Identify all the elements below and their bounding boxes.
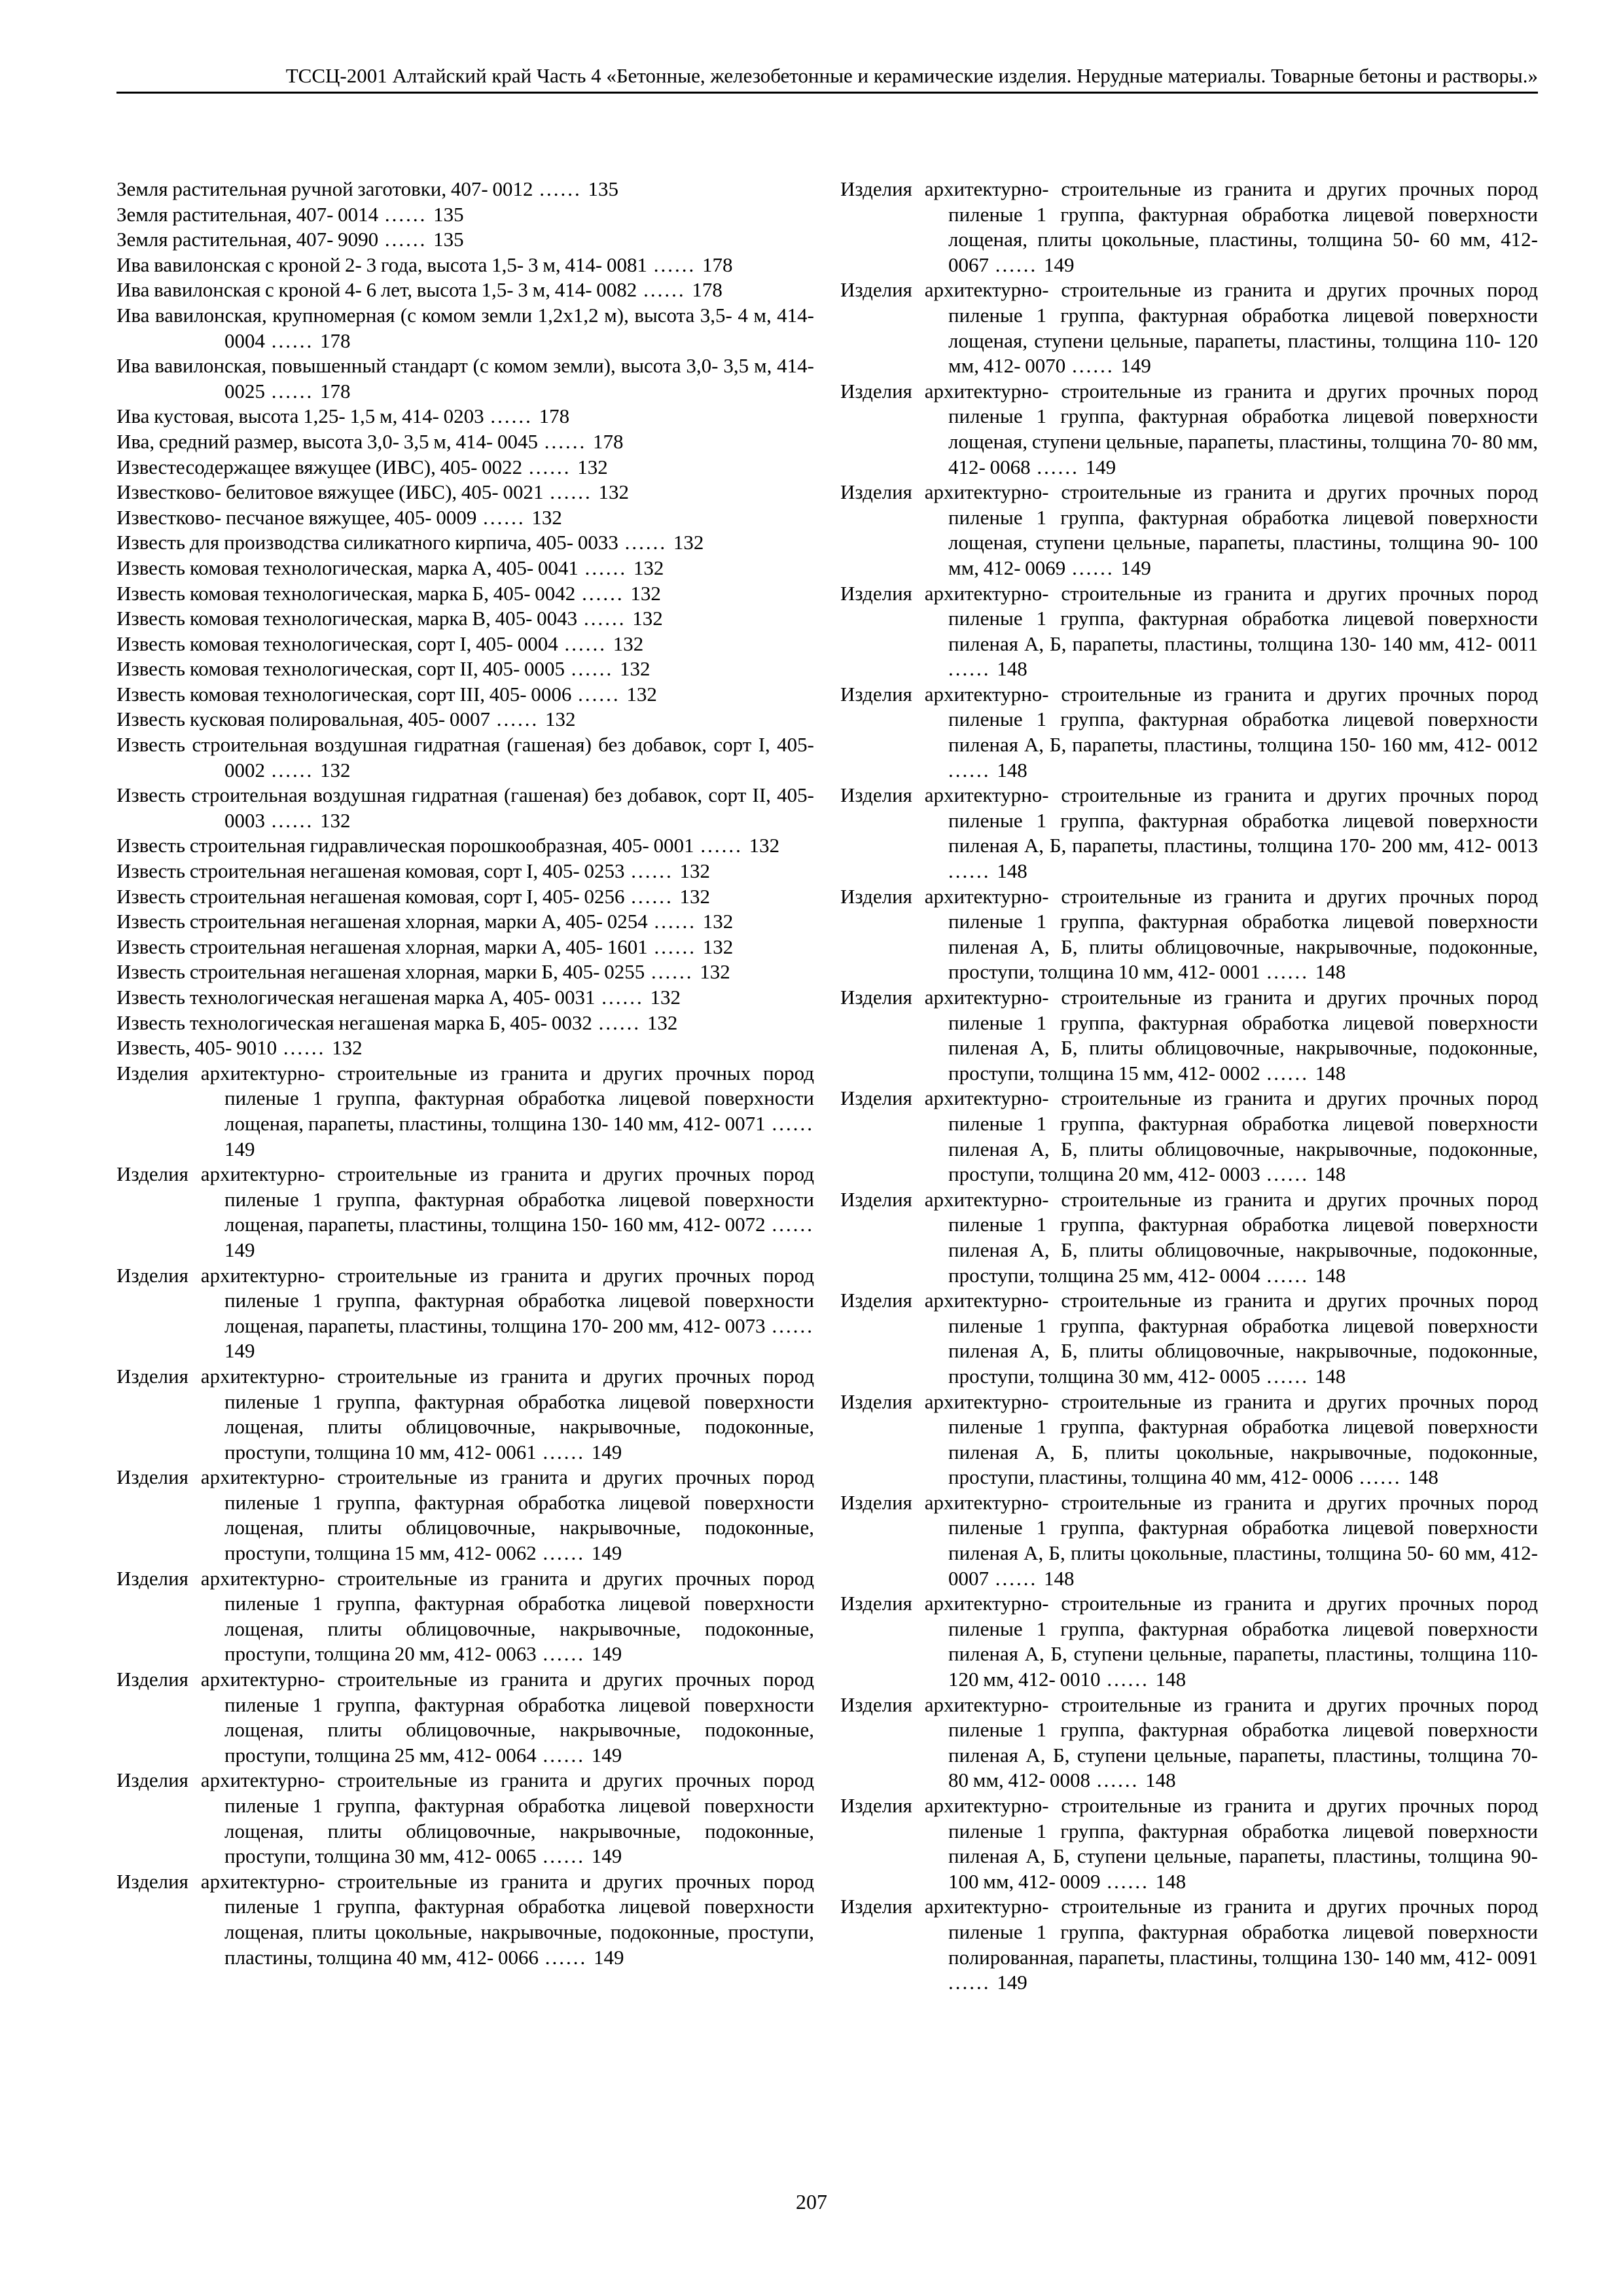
dot-leader: ...... (647, 910, 703, 933)
index-entry-text: Известь комовая технологическая, сорт III, 405- 0006 (116, 682, 572, 706)
index-entry (116, 960, 814, 985)
index-entry-page: 132 (620, 657, 651, 681)
index-entry-text: Изделия архитектурно- строительные из гранита и других прочных пород пиленые 1 группа, фактурная обработка лицевой поверхности пиленая А, Б, парапеты, пластины, толщина 170- 200 мм, 412- 0013 (840, 783, 1538, 857)
index-entry (116, 1465, 814, 1566)
dot-leader: ...... (1065, 556, 1121, 579)
index-entry (116, 480, 814, 505)
index-entry-page: 149 (1044, 253, 1075, 276)
index-entry (116, 682, 814, 708)
index-entry-text: Изделия архитектурно- строительные из гранита и других прочных пород пиленые 1 группа, фактурная обработка лицевой поверхности пиленая А, Б, ступени цельные, парапеты, пластины, толщина 70- 80 мм, 412- 0008 (840, 1693, 1538, 1792)
dot-leader: ...... (476, 505, 532, 529)
dot-leader: ...... (536, 1440, 592, 1463)
index-entry-text: Известь комовая технологическая, сорт I, 405- 0004 (116, 632, 558, 655)
index-entry (840, 1490, 1538, 1591)
dot-leader: ...... (265, 758, 320, 781)
running-header-title: ТССЦ-2001 Алтайский край Часть 4 «Бетонные, железобетонные и керамические изделия. Нерудные материалы. Товарные бетоны и растворы.» (285, 64, 1538, 87)
index-entry-text: Изделия архитектурно- строительные из гранита и других прочных пород пиленые 1 группа, фактурная обработка лицевой поверхности лощеная, плиты облицовочные, накрывочные, подоконные, проступи, толщина 15 мм, 412- 0062 (116, 1465, 814, 1565)
index-entry (116, 404, 814, 429)
index-entry (840, 1187, 1538, 1288)
index-entry-text: Известь комовая технологическая, сорт II, 405- 0005 (116, 657, 565, 681)
index-entry-text: Известь, 405- 9010 (116, 1036, 277, 1060)
index-entry-page: 149 (1120, 354, 1151, 378)
index-entry (840, 1793, 1538, 1894)
index-entry-text: Изделия архитектурно- строительные из гранита и других прочных пород пиленые 1 группа, фактурная обработка лицевой поверхности пиленая А, Б, плиты цокольные, пластины, толщина 50- 60 мм, 412- 0007 (840, 1490, 1538, 1590)
index-entry-text: Ива кустовая, высота 1,25- 1,5 м, 414- 0203 (116, 404, 484, 428)
dot-leader: ...... (1260, 1263, 1315, 1287)
index-entry-page: 148 (1408, 1465, 1438, 1489)
index-entry-text: Изделия архитектурно- строительные из гранита и других прочных пород пиленые 1 группа, фактурная обработка лицевой поверхности пиленая А, Б, плиты облицовочные, накрывочные, подоконные, проступи, толщина 25 мм, 412- 0004 (840, 1187, 1538, 1287)
index-entry-page: 149 (591, 1743, 622, 1767)
dot-leader: ...... (578, 556, 633, 579)
index-entry (116, 556, 814, 581)
dot-leader: ...... (538, 1945, 594, 1969)
index-entry (840, 1288, 1538, 1389)
index-entry (840, 985, 1538, 1086)
index-entry-page: 148 (1315, 1061, 1346, 1085)
dot-leader: ...... (647, 935, 703, 958)
index-entry (840, 1591, 1538, 1692)
dot-leader: ...... (1100, 1668, 1156, 1691)
dot-leader: ...... (948, 657, 997, 681)
index-entry-page: 148 (1155, 1668, 1186, 1691)
index-entry-text: Известково- песчаное вяжущее, 405- 0009 (116, 505, 477, 529)
index-entry-text: Известь технологическая негашеная марка Б, 405- 0032 (116, 1011, 592, 1034)
index-entry-text: Изделия архитектурно- строительные из гранита и других прочных пород пиленые 1 группа, фактурная обработка лицевой поверхности лощеная, плиты облицовочные, накрывочные, подоконные, проступи, толщина 10 мм, 412- 0061 (116, 1364, 814, 1463)
index-entry-page: 178 (320, 379, 351, 403)
index-column-right (840, 177, 1538, 1996)
index-entry (116, 1263, 814, 1364)
index-entry-page: 149 (1085, 455, 1116, 478)
index-entry-page: 135 (433, 202, 464, 226)
index-entry (116, 530, 814, 556)
index-entry (116, 429, 814, 455)
index-entry (116, 707, 814, 732)
dot-leader: ...... (1260, 1162, 1315, 1186)
index-entry-text: Изделия архитектурно- строительные из гранита и других прочных пород пиленые 1 группа, фактурная обработка лицевой поверхности пиленая А, Б, плиты облицовочные, накрывочные, подоконные, проступи, толщина 20 мм, 412- 0003 (840, 1086, 1538, 1186)
index-entry-page: 132 (633, 556, 664, 579)
index-entry-page: 148 (1315, 1364, 1346, 1388)
index-entry (116, 1364, 814, 1465)
index-entry-page: 132 (332, 1036, 363, 1060)
index-column-left (116, 177, 814, 1970)
index-entry-page: 132 (632, 607, 663, 630)
index-entry (116, 177, 814, 202)
index-entry-page: 132 (598, 480, 629, 504)
index-entry-page: 132 (702, 910, 734, 933)
index-entry-text: Изделия архитектурно- строительные из гранита и других прочных пород пиленые 1 группа, фактурная обработка лицевой поверхности пиленая А, Б, плиты облицовочные, накрывочные, подоконные, проступи, толщина 30 мм, 412- 0005 (840, 1289, 1538, 1388)
dot-leader: ...... (265, 379, 320, 403)
index-entry (840, 682, 1538, 783)
index-entry-page: 148 (997, 859, 1027, 883)
dot-leader: ...... (536, 1642, 592, 1666)
index-entry (840, 379, 1538, 480)
index-entry-page: 149 (224, 1137, 255, 1160)
index-entry (116, 227, 814, 253)
dot-leader: ...... (378, 202, 434, 226)
dot-leader: ...... (1090, 1768, 1146, 1792)
dot-leader: ...... (490, 708, 545, 731)
dot-leader: ...... (647, 253, 702, 276)
index-entry-text: Известь комовая технологическая, марка Б, 405- 0042 (116, 581, 576, 605)
index-entry-page: 149 (591, 1440, 622, 1463)
dot-leader: ...... (1260, 1364, 1315, 1388)
index-entry-text: Изделия архитектурно- строительные из гранита и других прочных пород пиленые 1 группа, фактурная обработка лицевой поверхности лощеная, ступени цельные, парапеты, пластины, толщина 90- 100 мм, 412- 0069 (840, 480, 1538, 579)
index-entry (116, 935, 814, 960)
index-entry (116, 606, 814, 632)
index-entry (116, 1061, 814, 1162)
index-entry (116, 353, 814, 404)
index-entry-page: 149 (591, 1642, 622, 1666)
index-entry-text: Ива вавилонская с кроной 2- 3 года, высота 1,5- 3 м, 414- 0081 (116, 253, 647, 276)
index-entry-page: 148 (1315, 1263, 1346, 1287)
index-entry-text: Изделия архитектурно- строительные из гранита и других прочных пород пиленые 1 группа, фактурная обработка лицевой поверхности лощеная, плиты облицовочные, накрывочные, подоконные, проступи, толщина 30 мм, 412- 0065 (116, 1768, 814, 1868)
index-entry-page: 132 (647, 1011, 678, 1034)
index-entry-page: 149 (997, 1971, 1027, 1994)
index-entry-page: 132 (613, 632, 644, 655)
index-entry (116, 1035, 814, 1061)
index-entry (116, 632, 814, 657)
index-entry-text: Изделия архитектурно- строительные из гранита и других прочных пород пиленые 1 группа, фактурная обработка лицевой поверхности пиленая А, Б, плиты облицовочные, накрывочные, подоконные, проступи, толщина 15 мм, 412- 0002 (840, 986, 1538, 1085)
index-entry-text: Изделия архитектурно- строительные из гранита и других прочных пород пиленые 1 группа, фактурная обработка лицевой поверхности пиленая А, Б, ступени цельные, парапеты, пластины, толщина 90- 100 мм, 412- 0009 (840, 1794, 1538, 1893)
dot-leader: ...... (1030, 455, 1086, 478)
index-entry-text: Известь кусковая полировальная, 405- 0007 (116, 708, 490, 731)
index-entry-text: Известь строительная негашеная комовая, сорт I, 405- 0256 (116, 884, 625, 908)
dot-leader: ...... (277, 1036, 332, 1060)
index-entry-page: 178 (692, 278, 722, 302)
index-entry-text: Ива, средний размер, высота 3,0- 3,5 м, 414- 0045 (116, 429, 538, 453)
index-entry-text: Известесодержащее вяжущее (ИВС), 405- 0022 (116, 455, 523, 478)
index-entry-page: 178 (702, 253, 733, 276)
index-entry-page: 132 (673, 531, 704, 554)
index-entry (840, 1086, 1538, 1187)
index-entry-page: 132 (650, 986, 681, 1009)
index-entry (116, 732, 814, 783)
index-entry (116, 253, 814, 278)
index-entry-page: 132 (749, 834, 780, 857)
dot-leader: ...... (765, 1213, 815, 1236)
dot-leader: ...... (536, 1743, 592, 1767)
index-entry-text: Изделия архитектурно- строительные из гранита и других прочных пород пиленые 1 группа, фактурная обработка лицевой поверхности лощеная, парапеты, пластины, толщина 130- 140 мм, 412- 0071 (116, 1061, 814, 1135)
index-entry (840, 884, 1538, 985)
index-entry (840, 1693, 1538, 1793)
index-entry-page: 132 (320, 758, 351, 781)
index-entry-text: Изделия архитектурно- строительные из гранита и других прочных пород пиленые 1 группа, фактурная обработка лицевой поверхности лощеная, ступени цельные, парапеты, пластины, толщина 70- 80 мм, 412- 0068 (840, 379, 1538, 478)
index-entry-text: Известь строительная негашеная хлорная, марки А, 405- 1601 (116, 935, 648, 958)
index-entry-text: Известь комовая технологическая, марка В, 405- 0043 (116, 607, 578, 630)
index-entry-page: 132 (702, 935, 734, 958)
index-entry (840, 1390, 1538, 1490)
dot-leader: ...... (484, 404, 539, 428)
index-entry-text: Земля растительная ручной заготовки, 407- 0012 (116, 177, 533, 200)
index-entry-text: Изделия архитектурно- строительные из гранита и других прочных пород пиленые 1 группа, фактурная обработка лицевой поверхности полированная, парапеты, пластины, толщина 130- 140 мм, 412- 0091 (840, 1895, 1538, 1969)
dot-leader: ...... (571, 682, 627, 706)
dot-leader: ...... (265, 808, 320, 832)
index-entry-page: 132 (679, 884, 710, 908)
dot-leader: ...... (1260, 1061, 1315, 1085)
index-entry (116, 278, 814, 303)
index-entry (116, 985, 814, 1011)
dot-leader: ...... (1260, 960, 1315, 984)
index-entry (116, 303, 814, 353)
index-entry (116, 1011, 814, 1036)
index-entry (116, 1667, 814, 1768)
index-entry-text: Известь строительная негашеная хлорная, марки А, 405- 0254 (116, 910, 648, 933)
dot-leader: ...... (948, 1971, 997, 1994)
index-entry-page: 149 (224, 1339, 255, 1363)
page-number: 207 (796, 2190, 827, 2214)
dot-leader: ...... (645, 960, 700, 984)
index-entry-page: 149 (224, 1238, 255, 1261)
index-entry-page: 149 (593, 1945, 624, 1969)
index-entry-text: Земля растительная, 407- 0014 (116, 202, 379, 226)
index-entry-page: 132 (531, 505, 562, 529)
index-entry-page: 148 (997, 758, 1027, 781)
index-entry (116, 1162, 814, 1263)
index-entry-page: 178 (592, 429, 624, 453)
index-entry-page: 148 (1315, 1162, 1346, 1186)
index-entry-page: 132 (626, 682, 657, 706)
index-entry (840, 177, 1538, 278)
index-entry-page: 178 (539, 404, 570, 428)
index-entry-page: 132 (630, 581, 661, 605)
index-entry-text: Изделия архитектурно- строительные из гранита и других прочных пород пиленые 1 группа, фактурная обработка лицевой поверхности лощеная, плиты цокольные, пластины, толщина 50- 60 мм, 412- 0067 (840, 177, 1538, 276)
index-entry (840, 480, 1538, 581)
dot-leader: ...... (592, 1011, 647, 1034)
index-entry-text: Изделия архитектурно- строительные из гранита и других прочных пород пиленые 1 группа, фактурная обработка лицевой поверхности лощеная, плиты облицовочные, накрывочные, подоконные, проступи, толщина 25 мм, 412- 0064 (116, 1668, 814, 1767)
index-entry (840, 1894, 1538, 1995)
index-entry-page: 132 (700, 960, 730, 984)
dot-leader: ...... (948, 859, 997, 883)
index-entry-page: 148 (1155, 1869, 1186, 1893)
index-entry-text: Ива вавилонская, повышенный стандарт (с комом земли), высота 3,0- 3,5 м, 414- 0025 (116, 354, 814, 403)
index-entry-text: Известь строительная гидравлическая порошкообразная, 405- 0001 (116, 834, 694, 857)
index-entry-text: Земля растительная, 407- 9090 (116, 228, 379, 251)
dot-leader: ...... (624, 859, 680, 883)
index-entry-text: Известь строительная воздушная гидратная (гашеная) без добавок, сорт II, 405- 0003 (116, 783, 814, 832)
index-entry (116, 859, 814, 884)
index-entry (116, 783, 814, 833)
index-entry-text: Известь технологическая негашеная марка А, 405- 0031 (116, 986, 596, 1009)
dot-leader: ...... (575, 581, 631, 605)
index-entry-page: 132 (544, 708, 576, 731)
dot-leader: ...... (618, 531, 673, 554)
dot-leader: ...... (948, 758, 997, 781)
dot-leader: ...... (537, 429, 593, 453)
dot-leader: ...... (522, 455, 578, 478)
index-entry-page: 148 (997, 657, 1027, 681)
dot-leader: ...... (624, 884, 680, 908)
dot-leader: ...... (536, 1844, 592, 1868)
dot-leader: ...... (536, 1541, 592, 1565)
index-entry-text: Известково- белитовое вяжущее (ИБС), 405- 0021 (116, 480, 544, 504)
index-entry (840, 278, 1538, 378)
dot-leader: ...... (1065, 354, 1121, 378)
index-entry-text: Изделия архитектурно- строительные из гранита и других прочных пород пиленые 1 группа, фактурная обработка лицевой поверхности лощеная, плиты облицовочные, накрывочные, подоконные, проступи, толщина 20 мм, 412- 0063 (116, 1566, 814, 1666)
index-entry-page: 148 (1315, 960, 1346, 984)
index-entry-page: 135 (433, 228, 464, 251)
index-entry-text: Изделия архитектурно- строительные из гранита и других прочных пород пиленые 1 группа, фактурная обработка лицевой поверхности лощеная, парапеты, пластины, толщина 150- 160 мм, 412- 0072 (116, 1162, 814, 1236)
index-entry-page: 132 (679, 859, 710, 883)
index-entry-page: 148 (1145, 1768, 1176, 1792)
dot-leader: ...... (265, 329, 320, 352)
index-entry-text: Известь строительная негашеная хлорная, марки Б, 405- 0255 (116, 960, 645, 984)
index-entry (840, 783, 1538, 884)
index-entry (116, 833, 814, 859)
index-entry-text: Известь комовая технологическая, марка А, 405- 0041 (116, 556, 579, 579)
index-entry-page: 149 (1120, 556, 1151, 579)
dot-leader: ...... (543, 480, 599, 504)
index-entry-page: 149 (591, 1541, 622, 1565)
index-entry-text: Изделия архитектурно- строительные из гранита и других прочных пород пиленые 1 группа, фактурная обработка лицевой поверхности лощеная, парапеты, пластины, толщина 170- 200 мм, 412- 0073 (116, 1263, 814, 1337)
dot-leader: ...... (577, 607, 633, 630)
dot-leader: ...... (1100, 1869, 1156, 1893)
dot-leader: ...... (595, 986, 651, 1009)
index-entry-page: 132 (577, 455, 608, 478)
index-entry (116, 505, 814, 531)
dot-leader: ...... (1353, 1465, 1408, 1489)
index-entry-page: 132 (320, 808, 351, 832)
index-entry-text: Ива вавилонская, крупномерная (с комом земли 1,2х1,2 м), высота 3,5- 4 м, 414- 0004 (116, 303, 814, 352)
dot-leader: ...... (989, 1566, 1044, 1590)
index-entry-text: Ива вавилонская с кроной 4- 6 лет, высота 1,5- 3 м, 414- 0082 (116, 278, 637, 302)
index-entry-text: Изделия архитектурно- строительные из гранита и других прочных пород пиленые 1 группа, фактурная обработка лицевой поверхности пиленая А, Б, ступени цельные, парапеты, пластины, толщина 110- 120 мм, 412- 0010 (840, 1592, 1538, 1691)
dot-leader: ...... (565, 657, 620, 681)
dot-leader: ...... (637, 278, 692, 302)
dot-leader: ...... (378, 228, 434, 251)
index-entry-page: 135 (588, 177, 618, 200)
index-entry (116, 455, 814, 480)
index-entry (116, 1869, 814, 1970)
index-entry-text: Изделия архитектурно- строительные из гранита и других прочных пород пиленые 1 группа, фактурная обработка лицевой поверхности лощеная, плиты цокольные, накрывочные, подоконные, проступи, пластины, толщина 40 мм, 412- 0066 (116, 1869, 814, 1969)
index-entry-text: Изделия архитектурно- строительные из гранита и других прочных пород пиленые 1 группа, фактурная обработка лицевой поверхности лощеная, ступени цельные, парапеты, пластины, толщина 110- 120 мм, 412- 0070 (840, 278, 1538, 378)
index-entry-text: Известь строительная воздушная гидратная (гашеная) без добавок, сорт I, 405- 0002 (116, 733, 814, 781)
index-entry-text: Изделия архитектурно- строительные из гранита и других прочных пород пиленые 1 группа, фактурная обработка лицевой поверхности пиленая А, Б, парапеты, пластины, толщина 150- 160 мм, 412- 0012 (840, 682, 1538, 757)
index-entry-page: 178 (320, 329, 351, 352)
index-entry (840, 581, 1538, 682)
dot-leader: ...... (765, 1314, 815, 1337)
index-entry-text: Известь для производства силикатного кирпича, 405- 0033 (116, 531, 618, 554)
index-entry-page: 148 (1044, 1566, 1075, 1590)
index-entry-text: Изделия архитектурно- строительные из гранита и других прочных пород пиленые 1 группа, фактурная обработка лицевой поверхности пиленая А, Б, плиты облицовочные, накрывочные, подоконные, проступи, толщина 10 мм, 412- 0001 (840, 884, 1538, 984)
dot-leader: ...... (533, 177, 588, 200)
running-header (116, 64, 1538, 94)
dot-leader: ...... (694, 834, 749, 857)
index-entry (116, 909, 814, 935)
index-entry (116, 656, 814, 682)
index-entry-page: 149 (591, 1844, 622, 1868)
dot-leader: ...... (989, 253, 1044, 276)
index-entry (116, 884, 814, 910)
index-entry-text: Изделия архитектурно- строительные из гранита и других прочных пород пиленые 1 группа, фактурная обработка лицевой поверхности пиленая А, Б, парапеты, пластины, толщина 130- 140 мм, 412- 0011 (840, 581, 1538, 655)
index-entry (116, 1566, 814, 1667)
dot-leader: ...... (558, 632, 613, 655)
dot-leader: ...... (765, 1111, 815, 1135)
index-entry-text: Изделия архитектурно- строительные из гранита и других прочных пород пиленые 1 группа, фактурная обработка лицевой поверхности пиленая А, Б, плиты цокольные, накрывочные, подоконные, проступи, пластины, толщина 40 мм, 412- 0006 (840, 1390, 1538, 1489)
index-entry (116, 581, 814, 607)
index-entry (116, 1768, 814, 1869)
index-entry-text: Известь строительная негашеная комовая, сорт I, 405- 0253 (116, 859, 625, 883)
index-entry (116, 202, 814, 228)
